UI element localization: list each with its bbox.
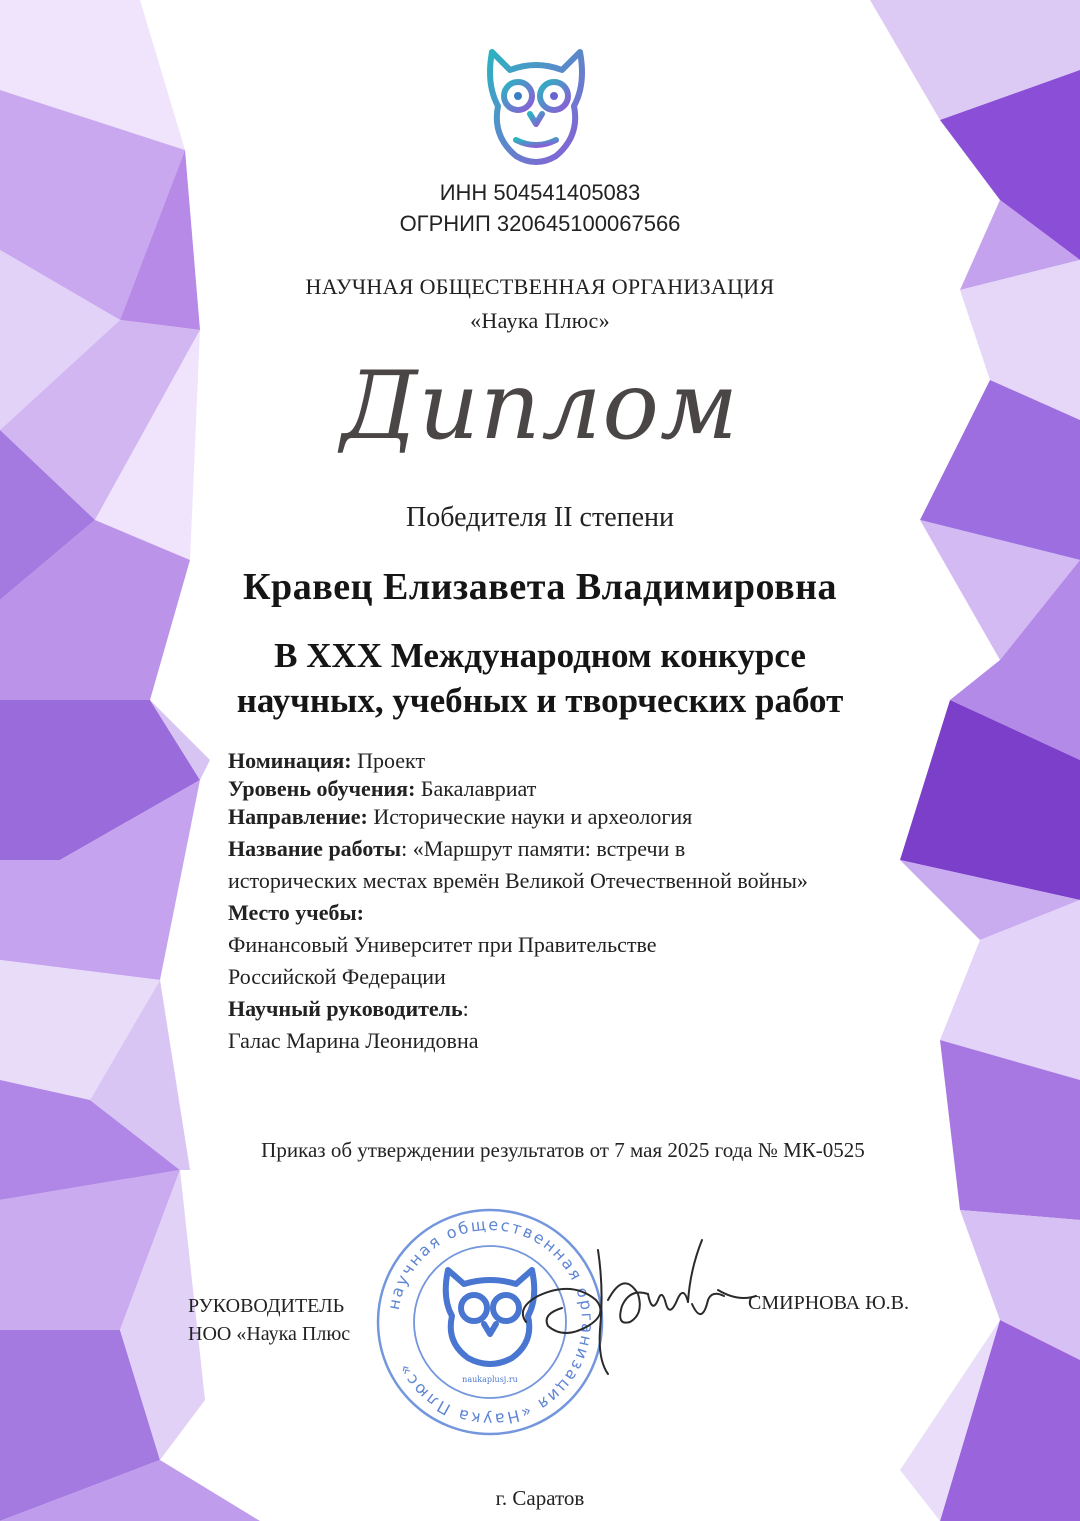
work-title-label: Название работы bbox=[228, 836, 402, 861]
organization-name: НАУЧНАЯ ОБЩЕСТВЕННАЯ ОРГАНИЗАЦИЯ bbox=[305, 274, 775, 299]
signatory-position bbox=[188, 1292, 350, 1348]
study-place-label-row bbox=[228, 897, 848, 929]
diploma-details bbox=[228, 745, 848, 1057]
diploma-title: Диплом bbox=[341, 352, 739, 461]
level-value: Бакалавриат bbox=[415, 776, 537, 801]
nomination-label: Номинация: bbox=[228, 748, 352, 773]
level-label: Уровень обучения: bbox=[228, 776, 416, 801]
signatory-name: СМИРНОВА Ю.В. bbox=[748, 1292, 909, 1314]
direction-value: Исторические науки и археология bbox=[367, 804, 693, 829]
organization-brand: «Наука Плюс» bbox=[470, 308, 610, 333]
work-title-value: : «Маршрут памяти: встречи в исторических местах времён Великой Отечественной войны» bbox=[228, 836, 808, 893]
order-text: Приказ об утверждении результатов от 7 мая 2025 года № МК-0525 bbox=[261, 1138, 865, 1162]
ogrnip-text: ОГРНИП 320645100067566 bbox=[399, 211, 681, 236]
supervisor-colon: : bbox=[462, 996, 469, 1021]
supervisor-label-row bbox=[228, 993, 848, 1025]
nomination-value: Проект bbox=[351, 748, 426, 773]
inn-text: ИНН 504541405083 bbox=[439, 180, 641, 205]
svg-text:научная общественная организац: научная общественная организация «Наука Плюс» bbox=[383, 1214, 598, 1430]
direction-label: Направление: bbox=[228, 804, 368, 829]
work-title-row bbox=[228, 833, 818, 897]
contest-line-2: научных, учебных и творческих работ bbox=[236, 681, 844, 720]
supervisor-label: Научный руководитель bbox=[228, 996, 463, 1021]
handwritten-signature bbox=[512, 1230, 762, 1380]
study-place-line-2: Российской Федерации bbox=[228, 964, 446, 989]
signatory-position-line-2: НОО «Наука Плюс bbox=[188, 1323, 351, 1345]
supervisor-name: Галас Марина Леонидовна bbox=[228, 1028, 479, 1053]
signatory-position-line-1: РУКОВОДИТЕЛЬ bbox=[188, 1295, 345, 1317]
owl-logo bbox=[480, 44, 592, 170]
study-place-line-1: Финансовый Университет при Правительстве bbox=[228, 932, 657, 957]
city-text: г. Саратов bbox=[495, 1486, 585, 1510]
contest-line-1: В XXX Международном конкурсе bbox=[274, 636, 806, 675]
diploma-degree: Победителя II степени bbox=[405, 502, 675, 533]
svg-text:naukaplusj.ru: naukaplusj.ru bbox=[462, 1375, 518, 1384]
winner-name: Кравец Елизавета Владимировна bbox=[243, 566, 837, 608]
direction-row bbox=[228, 801, 848, 833]
study-place-label: Место учебы: bbox=[228, 900, 364, 925]
